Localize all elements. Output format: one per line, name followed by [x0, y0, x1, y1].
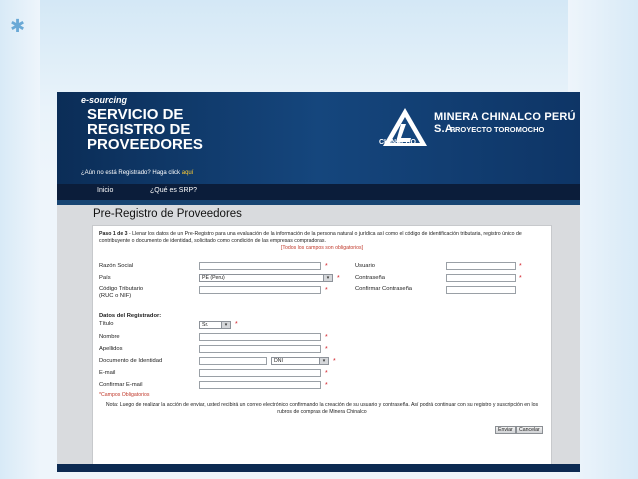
documento-label: Documento de Identidad [99, 358, 163, 364]
step-text: - Llenar los datos de un Pre-Registro para una evaluación de la información de la persona natural o jurídica así como el código de identificación tributaria, registro único de contribuyente o documento de identidad, solicitado como condición de las empresas compradoras. [99, 231, 522, 244]
site-title-line-2: REGISTRO DE [87, 121, 191, 138]
documento-input[interactable] [199, 357, 267, 365]
enviar-button[interactable]: Enviar [495, 426, 516, 434]
usuario-label: Usuario [355, 263, 375, 269]
content-area [57, 205, 580, 472]
not-registered-text [81, 170, 193, 176]
esourcing-label: e-sourcing [81, 95, 128, 105]
nombre-input[interactable] [199, 333, 321, 341]
site-title-line-1: SERVICIO DE [87, 106, 184, 123]
not-registered-label: ¿Aún no está Registrado? Haga click [81, 170, 182, 176]
nombre-label: Nombre [99, 334, 120, 340]
registrador-section-title: Datos del Registrador: [99, 313, 162, 319]
titulo-select[interactable] [199, 321, 231, 329]
apellidos-label: Apellidos [99, 346, 123, 352]
nav-item-que-es-srp[interactable]: ¿Qué es SRP? [150, 187, 198, 194]
razon-social-label: Razón Social [99, 263, 134, 269]
contrasena-input[interactable] [446, 274, 516, 282]
cancelar-button[interactable]: Cancelar [516, 426, 543, 434]
razon-social-input[interactable] [199, 262, 321, 270]
required-fields-note: *Campos Obligatorios [99, 392, 150, 398]
required-asterisk: * [337, 275, 340, 282]
step-instructions [99, 231, 545, 245]
pais-select[interactable] [199, 274, 333, 282]
project-name: PROYECTO TOROMOCHO [450, 125, 545, 134]
site-title [87, 107, 237, 152]
required-asterisk: * [235, 321, 238, 328]
chevron-down-icon[interactable]: ▾ [323, 275, 332, 281]
nav-item-inicio[interactable]: Inicio [97, 187, 114, 194]
confirmar-contrasena-input[interactable] [446, 286, 516, 294]
pais-selected: PE (Peru) [202, 275, 225, 281]
page-title: Pre-Registro de Proveedores [93, 208, 242, 220]
company-name: MINERA CHINALCO PERÚ S.A. [434, 111, 576, 135]
titulo-label: Título [99, 321, 114, 327]
chevron-down-icon[interactable]: ▾ [319, 358, 328, 364]
required-asterisk: * [519, 275, 522, 282]
required-asterisk: * [325, 263, 328, 270]
pais-label: País [99, 275, 111, 281]
register-here-link[interactable]: aquí [181, 170, 194, 176]
required-asterisk: * [333, 358, 336, 365]
email-input[interactable] [199, 369, 321, 377]
confirm-email-input[interactable] [199, 381, 321, 389]
confirmar-contrasena-label: Confirmar Contraseña [355, 286, 413, 292]
codigo-tributario-label [99, 286, 143, 300]
required-asterisk: * [325, 334, 328, 341]
confirm-email-label: Confirmar E-mail [99, 382, 143, 388]
required-asterisk: * [325, 287, 328, 294]
background-left [0, 0, 40, 479]
required-asterisk: * [325, 370, 328, 377]
footer-bar [57, 464, 580, 472]
required-asterisk: * [325, 382, 328, 389]
screenshot-frame [57, 92, 580, 472]
site-title-line-3: PROVEEDORES [87, 136, 203, 153]
email-label: E-mail [99, 370, 116, 376]
codigo-tributario-label-line-2: (RUC o NIF) [99, 293, 132, 299]
form-panel [92, 225, 552, 469]
submission-note: Nota: Luego de realizar la acción de enviar, usted recibirá un correo electrónico confirmando la creación de su usuario y contraseña. Así podrá continuar con su registro y suscripción en los rubros de compras de Minera Chinalco [105, 402, 539, 415]
usuario-input[interactable] [446, 262, 516, 270]
step-label: Paso 1 de 3 [99, 231, 128, 237]
codigo-tributario-label-line-1: Código Tributario [99, 286, 144, 292]
star-icon: ✱ [10, 16, 26, 36]
codigo-tributario-input[interactable] [199, 286, 321, 294]
apellidos-input[interactable] [199, 345, 321, 353]
required-asterisk: * [325, 346, 328, 353]
chinalco-logo-icon [379, 104, 431, 156]
all-required-note: [Todos los campos son obligatorios] [280, 245, 364, 251]
titulo-selected: Sr. [202, 322, 209, 328]
site-header [57, 92, 580, 184]
documento-type-selected: DNI [274, 358, 283, 364]
chevron-down-icon[interactable]: ▾ [221, 322, 230, 328]
logo-caption: CHINALCO [379, 139, 416, 146]
main-nav [57, 184, 580, 200]
documento-type-select[interactable] [271, 357, 329, 365]
required-asterisk: * [519, 263, 522, 270]
contrasena-label: Contraseña [355, 275, 385, 281]
